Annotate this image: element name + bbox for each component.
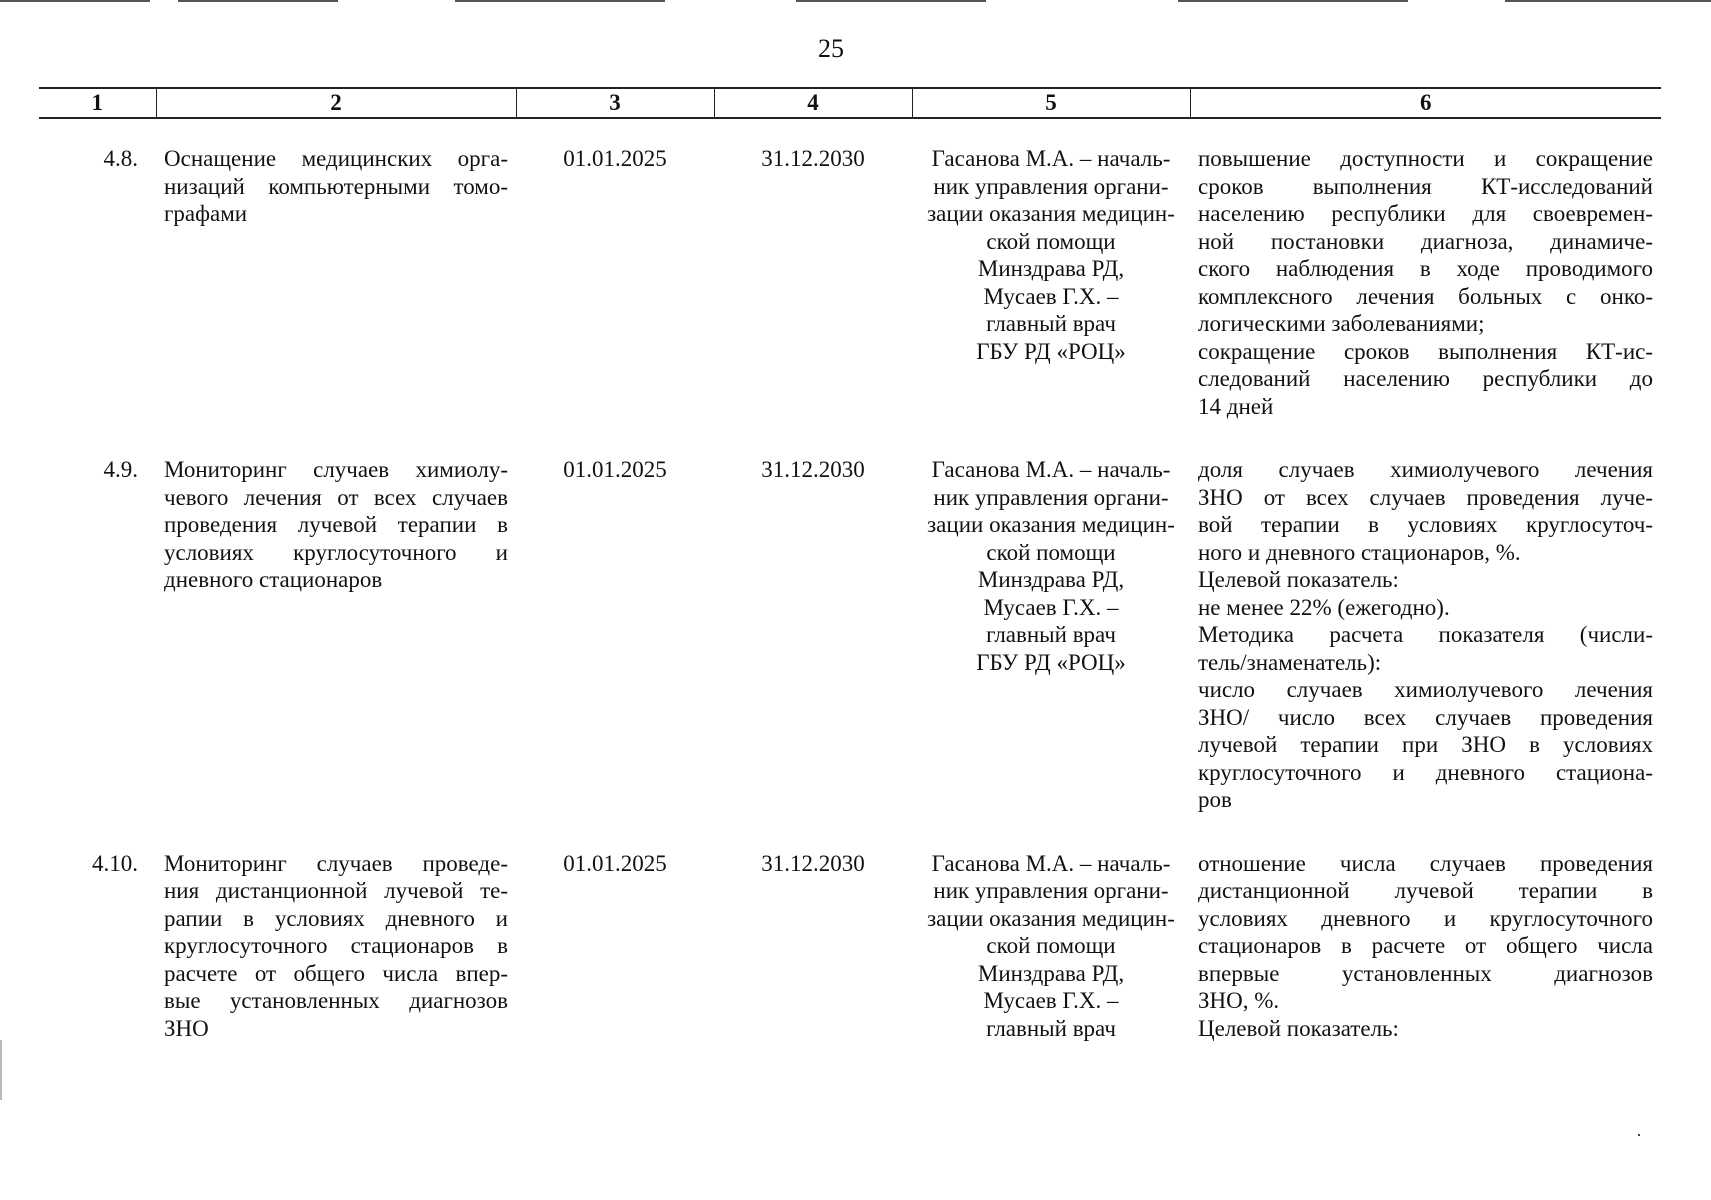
text-line: ник управления органи- xyxy=(933,484,1169,510)
text-line: дистанционной лучевой терапии в xyxy=(1198,878,1653,903)
row-number: 4.9. xyxy=(103,457,138,482)
text-line: главный врач xyxy=(986,311,1116,336)
text-line: главный врач xyxy=(986,1015,1116,1041)
text-line: низаций компьютерными томо- xyxy=(164,173,508,199)
text-line: проведения лучевой терапии в xyxy=(164,512,508,537)
measures-table xyxy=(39,87,1661,1042)
text-line: Мониторинг случаев проведе- xyxy=(164,850,508,876)
text-line: зации оказания медицин- xyxy=(927,905,1175,931)
text-line: ров xyxy=(1198,787,1232,812)
text-line: ния дистанционной лучевой те- xyxy=(164,878,508,903)
text-line: Мусаев Г.Х. – xyxy=(983,594,1119,620)
row-number: 4.8. xyxy=(103,146,138,171)
text-line: ЗНО, %. xyxy=(1198,988,1280,1013)
text-line: сроков выполнения КТ-исследований xyxy=(1198,173,1653,199)
text-line: населению республики для своевремен- xyxy=(1198,201,1653,226)
table-row xyxy=(39,145,1661,420)
text-line: Минздрава РД, xyxy=(977,256,1125,281)
header-col-1: 1 xyxy=(39,88,156,118)
header-col-6: 6 xyxy=(1190,88,1661,118)
expected-result xyxy=(1190,145,1661,420)
header-col-5: 5 xyxy=(912,88,1190,118)
text-line: 14 дней xyxy=(1198,393,1274,419)
text-line: Мусаев Г.Х. – xyxy=(983,988,1119,1013)
text-line: Мониторинг случаев химиолу- xyxy=(164,457,508,482)
scan-edge-mark xyxy=(455,0,665,2)
text-line: логическими заболеваниями; xyxy=(1198,311,1485,336)
text-line: ГБУ РД «РОЦ» xyxy=(976,338,1126,364)
text-line: доля случаев химиолучевого лечения xyxy=(1198,457,1653,482)
text-line: главный врач xyxy=(986,622,1116,647)
text-line: ного и дневного стационаров, %. xyxy=(1198,539,1521,565)
text-line: рапии в условиях дневного и xyxy=(164,905,508,931)
scan-speck xyxy=(1638,1134,1640,1136)
text-line: повышение доступности и сокращение xyxy=(1198,146,1653,171)
text-line: круглосуточного и дневного стациона- xyxy=(1198,759,1653,785)
text-line: Гасанова М.А. – началь- xyxy=(931,457,1171,482)
table-body xyxy=(39,118,1661,1042)
start-date: 01.01.2025 xyxy=(563,146,667,171)
text-line: Минздрава РД, xyxy=(977,960,1125,986)
text-line: Оснащение медицинских орга- xyxy=(164,146,508,171)
text-line: стационаров в расчете от общего числа xyxy=(1198,933,1653,958)
scan-edge-mark xyxy=(1178,0,1408,2)
row-number: 4.10. xyxy=(92,850,138,876)
text-line: ГБУ РД «РОЦ» xyxy=(976,649,1126,675)
text-line: условиях круглосуточного и xyxy=(164,539,508,565)
start-date: 01.01.2025 xyxy=(563,457,667,482)
expected-result xyxy=(1190,456,1661,814)
text-line: число случаев химиолучевого лечения xyxy=(1198,677,1653,702)
text-line: расчете от общего числа впер- xyxy=(164,960,508,986)
start-date: 01.01.2025 xyxy=(563,850,667,876)
text-line: Минздрава РД, xyxy=(977,567,1125,592)
header-col-2: 2 xyxy=(156,88,516,118)
text-line: Методика расчета показателя (числи- xyxy=(1198,622,1653,647)
text-line: ЗНО xyxy=(164,1015,209,1041)
text-line: Целевой показатель: xyxy=(1198,1015,1399,1041)
responsible xyxy=(912,145,1190,420)
text-line: Гасанова М.А. – началь- xyxy=(931,850,1171,876)
text-line: чевого лечения от всех случаев xyxy=(164,484,508,510)
header-col-3: 3 xyxy=(516,88,714,118)
text-line: ЗНО от всех случаев проведения луче- xyxy=(1198,484,1653,510)
measure-name xyxy=(156,145,516,420)
text-line: зации оказания медицин- xyxy=(927,512,1175,537)
text-line: круглосуточного стационаров в xyxy=(164,933,508,958)
end-date: 31.12.2030 xyxy=(761,146,865,171)
text-line: ЗНО/ число всех случаев проведения xyxy=(1198,704,1653,730)
text-line: ской помощи xyxy=(986,539,1116,565)
text-line: лучевой терапии при ЗНО в условиях xyxy=(1198,732,1653,757)
text-line: Гасанова М.А. – началь- xyxy=(931,146,1171,171)
text-line: ной постановки диагноза, динамиче- xyxy=(1198,228,1653,254)
text-line: ник управления органи- xyxy=(933,878,1169,903)
responsible xyxy=(912,850,1190,1043)
text-line: Целевой показатель: xyxy=(1198,567,1399,592)
text-line: отношение числа случаев проведения xyxy=(1198,850,1653,876)
text-line: вой терапии в условиях круглосуточ- xyxy=(1198,512,1653,537)
expected-result xyxy=(1190,850,1661,1043)
header-col-4: 4 xyxy=(714,88,912,118)
text-line: вые установленных диагнозов xyxy=(164,988,508,1013)
scan-edge-mark xyxy=(178,0,338,2)
text-line: зации оказания медицин- xyxy=(927,201,1175,226)
text-line: ской помощи xyxy=(986,228,1116,254)
text-line: условиях дневного и круглосуточного xyxy=(1198,905,1653,931)
page-number: 25 xyxy=(818,34,844,63)
scan-edge-mark xyxy=(796,0,986,2)
text-line: Мусаев Г.Х. – xyxy=(983,283,1119,309)
text-line: не менее 22% (ежегодно). xyxy=(1198,594,1450,620)
responsible xyxy=(912,456,1190,814)
header-row xyxy=(39,88,1661,118)
text-line: графами xyxy=(164,201,248,226)
measure-name xyxy=(156,850,516,1043)
text-line: ской помощи xyxy=(986,933,1116,958)
scan-edge-shadow xyxy=(0,1040,2,1100)
text-line: комплексного лечения больных с онко- xyxy=(1198,283,1653,309)
text-line: ник управления органи- xyxy=(933,173,1169,199)
text-line: дневного стационаров xyxy=(164,567,383,592)
text-line: впервые установленных диагнозов xyxy=(1198,960,1653,986)
text-line: ского наблюдения в ходе проводимого xyxy=(1198,256,1653,281)
table-row xyxy=(39,850,1661,1043)
scan-edge-mark xyxy=(0,0,150,2)
table-row xyxy=(39,456,1661,814)
measure-name xyxy=(156,456,516,814)
table-header xyxy=(39,88,1661,118)
scan-edge-mark xyxy=(1505,0,1711,2)
text-line: следований населению республики до xyxy=(1198,366,1653,391)
end-date: 31.12.2030 xyxy=(761,457,865,482)
end-date: 31.12.2030 xyxy=(761,850,865,876)
text-line: тель/знаменатель): xyxy=(1198,649,1382,675)
text-line: сокращение сроков выполнения КТ-ис- xyxy=(1198,338,1653,364)
